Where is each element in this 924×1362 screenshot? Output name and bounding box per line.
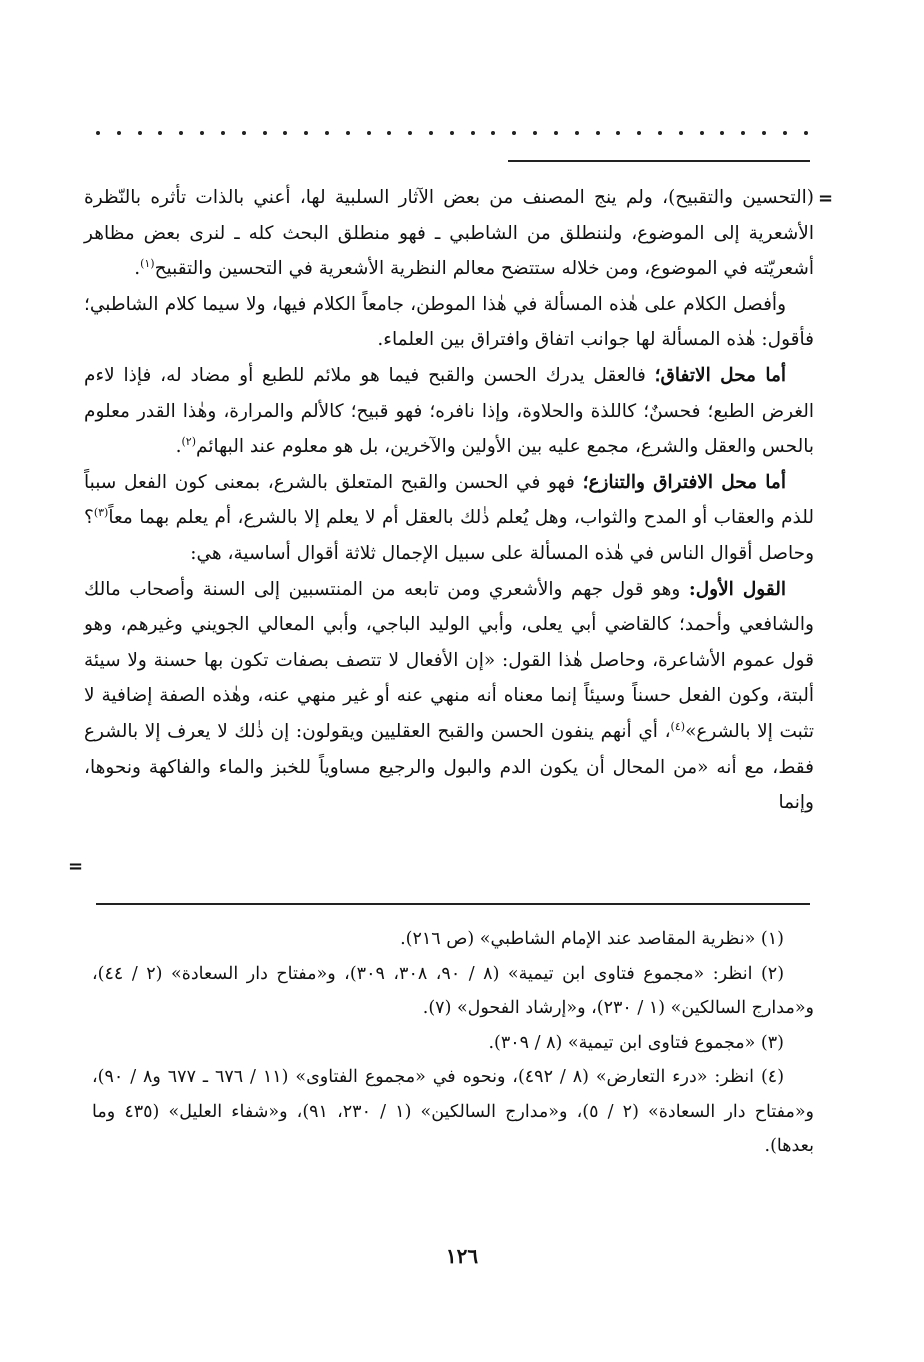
paragraph-5 (84, 572, 814, 821)
paragraph-1-end: . (134, 258, 141, 280)
paragraph-5-lead: القول الأول: (688, 578, 786, 600)
ornament-dot (533, 131, 537, 135)
paragraph-3 (84, 358, 814, 465)
paragraph-5-end: ، أي أنهم ينفون الحسن والقبح العقليين ويقولون: إن ذٰلك لا يعرف إلا بالشرع فقط، مع أنه «من المحال أن يكون الدم والبول والرجيع مساوياً للخبز والماء والفاكهة ونحوها، وإنما (84, 720, 814, 814)
footnote-ref-2: (٢) (181, 435, 197, 448)
paragraph-4-lead: أما محل الافتراق والتنازع؛ (582, 471, 786, 493)
ornament-dot (429, 131, 433, 135)
footnote-2: (٢) انظر: «مجموع فتاوى ابن تيمية» (٨ / ٩٠، ٣٠٨، ٣٠٩)، و«مفتاح دار السعادة» (٢ / ٤٤)، و«مدارج السالكين» (١ / ٢٣٠)، و«إرشاد الفحول» (٧). (92, 963, 814, 1018)
ornament-dot (616, 131, 620, 135)
ornament-dot (491, 131, 495, 135)
footnote-ref-3: (٣) (93, 506, 109, 520)
continuation-mark-top: = (818, 188, 834, 209)
paragraph-1-text: (التحسين والتقبيح)، ولم ينج المصنف من بعض الآثار السلبية لها، أعني بالذات تأثره بالنّظرة الأشعرية إلى الموضوع، ولننطلق من الشاطبي ـ فهو منطلق البحث كله ـ لنرى بعض مظاهر أشعريّته في الموضوع، ومن خلاله ستتضح معالم النظرية الأشعرية في التحسين والتقبيح (84, 187, 814, 280)
paragraph-4-end: ؟ وحاصل أقوال الناس في هٰذه المسألة على سبيل الإجمال ثلاثة أقوال أساسية، هي: (84, 507, 814, 564)
ornament-dot (783, 131, 787, 135)
ornament-dot (658, 131, 662, 135)
footnote-separator (96, 903, 810, 905)
ornament-dot (450, 131, 454, 135)
ornament-dot (554, 131, 558, 135)
page-number: ١٢٦ (445, 1244, 479, 1268)
ornament-dot (346, 131, 350, 135)
ornament-dot (471, 131, 475, 135)
ornament-dot (283, 131, 287, 135)
paragraph-5-text: وهو قول جهم والأشعري ومن تابعه من المنتسبين إلى السنة وأصحاب مالك والشافعي وأحمد؛ كالقاضي أبي يعلى، وأبي الوليد الباجي، وأبي المعالي الجويني وغيرهم، وهو قول عموم الأشاعرة، وحاصل هٰذا القول: «إن الأفعال لا تتصف بصفات تكون بها حسنة ولا سيئة ألبتة، وكون الفعل حسناً وسيئاً إنما معناه أنه منهي عنه أو غير منهي عنه، وهٰذه الصفة إضافية لا تثبت إلا بالشرع» (84, 578, 814, 742)
ornament-dot (637, 131, 641, 135)
ornament-dot (242, 131, 246, 135)
paragraph-1 (84, 180, 814, 287)
paragraph-3-end: . (175, 436, 182, 458)
ornament-dot (596, 131, 600, 135)
header-dot-ornament (96, 128, 808, 138)
ornament-dot (804, 131, 808, 135)
ornament-dot (367, 131, 371, 135)
ornament-dot (138, 131, 142, 135)
ornament-dot (179, 131, 183, 135)
paragraph-4 (84, 465, 814, 572)
paragraph-2: وأفصل الكلام على هٰذه المسألة في هٰذا الموطن، جامعاً الكلام فيها، ولا سيما كلام الشاطبي؛ فأقول: هٰذه المسألة لها جوانب اتفاق وافتراق بين العلماء. (84, 293, 814, 351)
ornament-dot (700, 131, 704, 135)
ornament-dot (200, 131, 204, 135)
ornament-dot (304, 131, 308, 135)
ornament-dot (512, 131, 516, 135)
footnote-1: (١) «نظرية المقاصد عند الإمام الشاطبي» (ص ٢١٦). (400, 929, 784, 949)
footnotes (92, 922, 814, 1164)
ornament-dot (720, 131, 724, 135)
ornament-dot (741, 131, 745, 135)
paragraph-4-text: فهو في الحسن والقبح المتعلق بالشرع، بمعنى كون الفعل سبباً للذم والعقاب أو المدح والثواب، وهل يُعلم ذٰلك بالعقل أم لا يعلم إلا بالشرع، أم يعلم بهما معاً (84, 471, 814, 529)
ornament-dot (575, 131, 579, 135)
footnote-ref-4: (٤) (670, 719, 686, 733)
ornament-dot (387, 131, 391, 135)
ornament-dot (117, 131, 121, 135)
header-rule (508, 160, 810, 162)
paragraph-3-lead: أما محل الاتفاق؛ (654, 364, 787, 386)
footnote-3: (٣) «مجموع فتاوى ابن تيمية» (٨ / ٣٠٩). (488, 1032, 784, 1053)
ornament-dot (325, 131, 329, 135)
ornament-dot (679, 131, 683, 135)
ornament-dot (96, 131, 100, 135)
footnote-ref-1: (١) (140, 257, 155, 271)
footnote-4: (٤) انظر: «درء التعارض» (٨ / ٤٩٢)، ونحوه في «مجموع الفتاوى» (١١ / ٦٧٦ ـ ٦٧٧ و٨ / ٩٠)، و«مفتاح دار السعادة» (٢ / ٥)، و«مدارج السالكين» (١ / ٢٣٠، ٩١)، و«شفاء العليل» (٤٣٥ وما بعدها). (92, 1067, 814, 1156)
ornament-dot (762, 131, 766, 135)
continuation-mark-bottom: = (68, 856, 84, 877)
main-text (84, 180, 814, 821)
ornament-dot (158, 131, 162, 135)
ornament-dot (221, 131, 225, 135)
ornament-dot (263, 131, 267, 135)
ornament-dot (408, 131, 412, 135)
paragraph-3-text: فالعقل يدرك الحسن والقبح فيما هو ملائم للطبع أو مضاد له، فإذا لاءم الغرض الطبع؛ فحسنٌ؛ كاللذة والحلاوة، وإذا نافره؛ فهو قبيح؛ كالألم والمرارة، وهٰذا القدر معلوم بالحس والعقل والشرع، مجمع عليه بين الأولين والآخرين، بل هو معلوم عند البهائم (84, 364, 814, 458)
